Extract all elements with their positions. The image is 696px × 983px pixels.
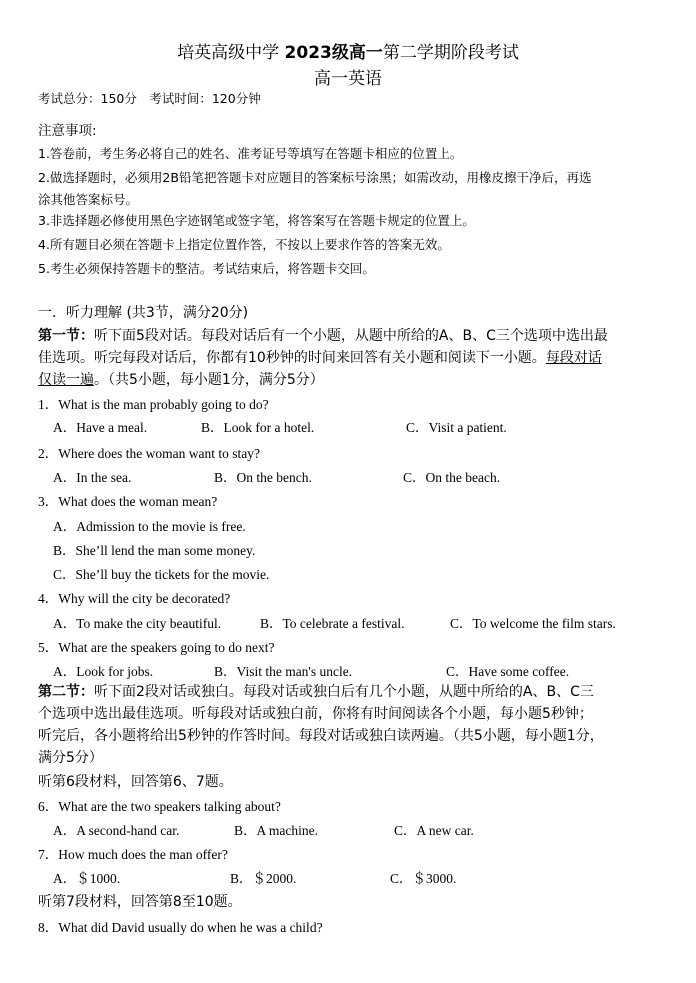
option-a: A．To make the city beautiful. (53, 616, 222, 631)
notice-item: 1.答卷前，考生务必将自己的姓名、准考证号等填写在答题卡相应的位置上。 (38, 146, 463, 161)
question-stem: 6．What are the two speakers talking about? (38, 799, 281, 814)
question-stem: 2．Where does the woman want to stay? (38, 446, 260, 461)
section1-intro-line: 仅读一遍。（共5小题，每小题1分，满分5分） (38, 372, 324, 388)
option-a: A．Admission to the movie is free. (53, 519, 246, 534)
option-b: B．Look for a hotel. (201, 420, 315, 435)
option-c: C．＄3000. (390, 871, 457, 886)
option-b: B．To celebrate a festival. (260, 616, 405, 631)
option-c: C．Have some coffee. (446, 664, 570, 679)
question-stem: 7．How much does the man offer? (38, 847, 228, 862)
notice-item: 3.非选择题必修使用黑色字迹钢笔或签字笔，将答案写在答题卡规定的位置上。 (38, 213, 475, 228)
material-label: 听第7段材料，回答第8至10题。 (38, 894, 242, 910)
question-stem: 5．What are the speakers going to do next? (38, 640, 275, 655)
question-stem: 4．Why will the city be decorated? (38, 591, 231, 606)
option-b: B．A machine. (234, 823, 318, 838)
material-label: 听第6段材料，回答第6、7题。 (38, 774, 233, 790)
option-a: A．In the sea. (53, 470, 132, 485)
notice-item: 5.考生必须保持答题卡的整洁。考试结束后，将答题卡交回。 (38, 261, 375, 276)
part1-heading: 一．听力理解 (共3节，满分20分) (38, 305, 249, 321)
option-b: B．She’ll lend the man some money. (53, 543, 256, 558)
option-b: B．＄2000. (230, 871, 297, 886)
option-a: A．A second-hand car. (53, 823, 180, 838)
option-c: C．On the beach. (403, 470, 501, 485)
option-b: B．On the bench. (214, 470, 312, 485)
option-a: A．Have a meal. (53, 420, 148, 435)
option-b: B．Visit the man's uncle. (214, 664, 353, 679)
exam-subtitle: 高一英语 (314, 69, 382, 89)
notice-item: 涂其他答案标号。 (38, 192, 139, 207)
section2-intro-line: 第二节：听下面2段对话或独白。每段对话或独白后有几个小题，从题中所给的A、B、C三 (38, 684, 594, 700)
section1-intro-line: 佳选项。听完每段对话后，你都有10秒钟的时间来回答有关小题和阅读下一小题。每段对话 (38, 350, 602, 366)
question-stem: 8．What did David usually do when he was a child? (38, 920, 323, 935)
section2-intro-line: 个选项中选出最佳选项。听每段对话或独白前，你将有时间阅读各个小题，每小题5秒钟； (38, 706, 593, 722)
notice-heading: 注意事项: (38, 123, 97, 139)
option-c: C．A new car. (394, 823, 474, 838)
option-a: A．Look for jobs. (53, 664, 154, 679)
notice-item: 2.做选择题时，必须用2B铅笔把答题卡对应题目的答案标号涂黑；如需改动，用橡皮擦干净后，再选 (38, 170, 592, 185)
option-c: C．Visit a patient. (406, 420, 507, 435)
option-a: A．＄1000. (53, 871, 121, 886)
section2-intro-line: 听完后，各小题将给出5秒钟的作答时间。每段对话或独白读两遍。（共5小题，每小题1分， (38, 728, 604, 744)
section2-intro-line: 满分5分） (38, 750, 103, 766)
option-c: C．She’ll buy the tickets for the movie. (53, 567, 270, 582)
section1-intro-line: 第一节：听下面5段对话。每段对话后有一个小题，从题中所给的A、B、C三个选项中选出最 (38, 328, 608, 344)
question-stem: 1．What is the man probably going to do? (38, 397, 269, 412)
notice-item: 4.所有题目必须在答题卡上指定位置作答，不按以上要求作答的答案无效。 (38, 237, 450, 252)
exam-title: 培英高级中学 2023级高一第二学期阶段考试 (177, 43, 519, 63)
question-stem: 3．What does the woman mean? (38, 494, 218, 509)
option-c: C．To welcome the film stars. (450, 616, 616, 631)
score-info: 考试总分：150分 考试时间：120分钟 (38, 91, 261, 106)
